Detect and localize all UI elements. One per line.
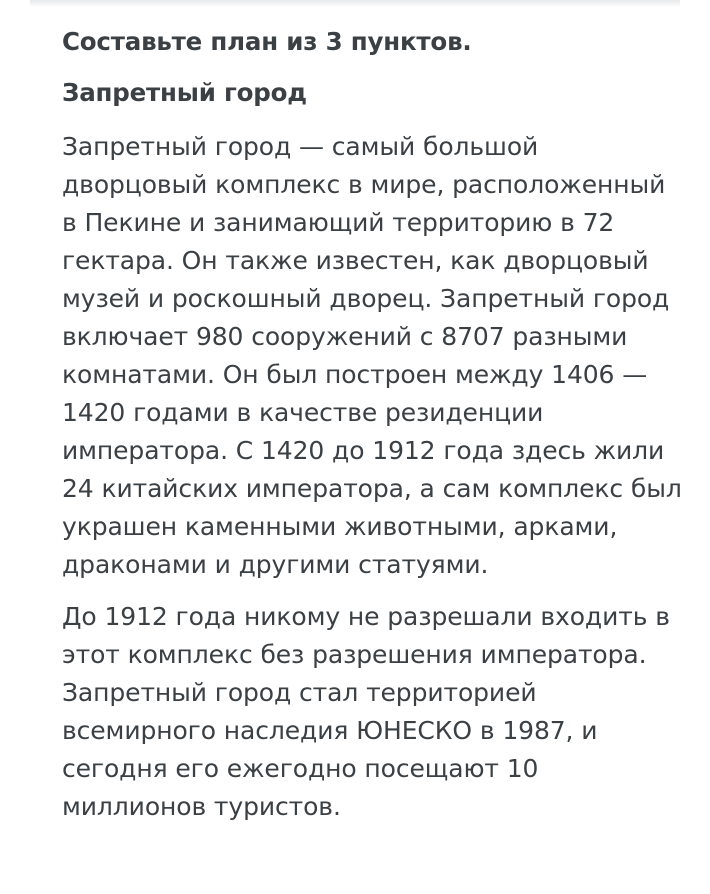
top-divider	[30, 0, 680, 7]
answer-content	[62, 22, 682, 826]
paragraph-1: Запретный город — самый большой дворцовый комплекс в мире, расположенный в Пекине и занимающий территорию в 72 гектара. Он также известен, как дворцовый музей и роскошный дворец. Запретный город включает 980 сооружений с 8707 разными комнатами. Он был построен между 1406 — 1420 годами в качестве резиденции императора. С 1420 до 1912 года здесь жили 24 китайских императора, а сам комплекс был украшен каменными животными, арками, драконами и другими статуями.	[62, 132, 682, 579]
paragraph-2: До 1912 года никому не разрешали входить в этот комплекс без разрешения императора. Запретный город стал территорией всемирного наследия ЮНЕСКО в 1987, и сегодня его ежегодно посещают 10 миллионов туристов.	[62, 602, 670, 821]
question-title: Составьте план из 3 пунктов.	[62, 27, 472, 56]
text-title: Запретный город	[62, 78, 307, 107]
